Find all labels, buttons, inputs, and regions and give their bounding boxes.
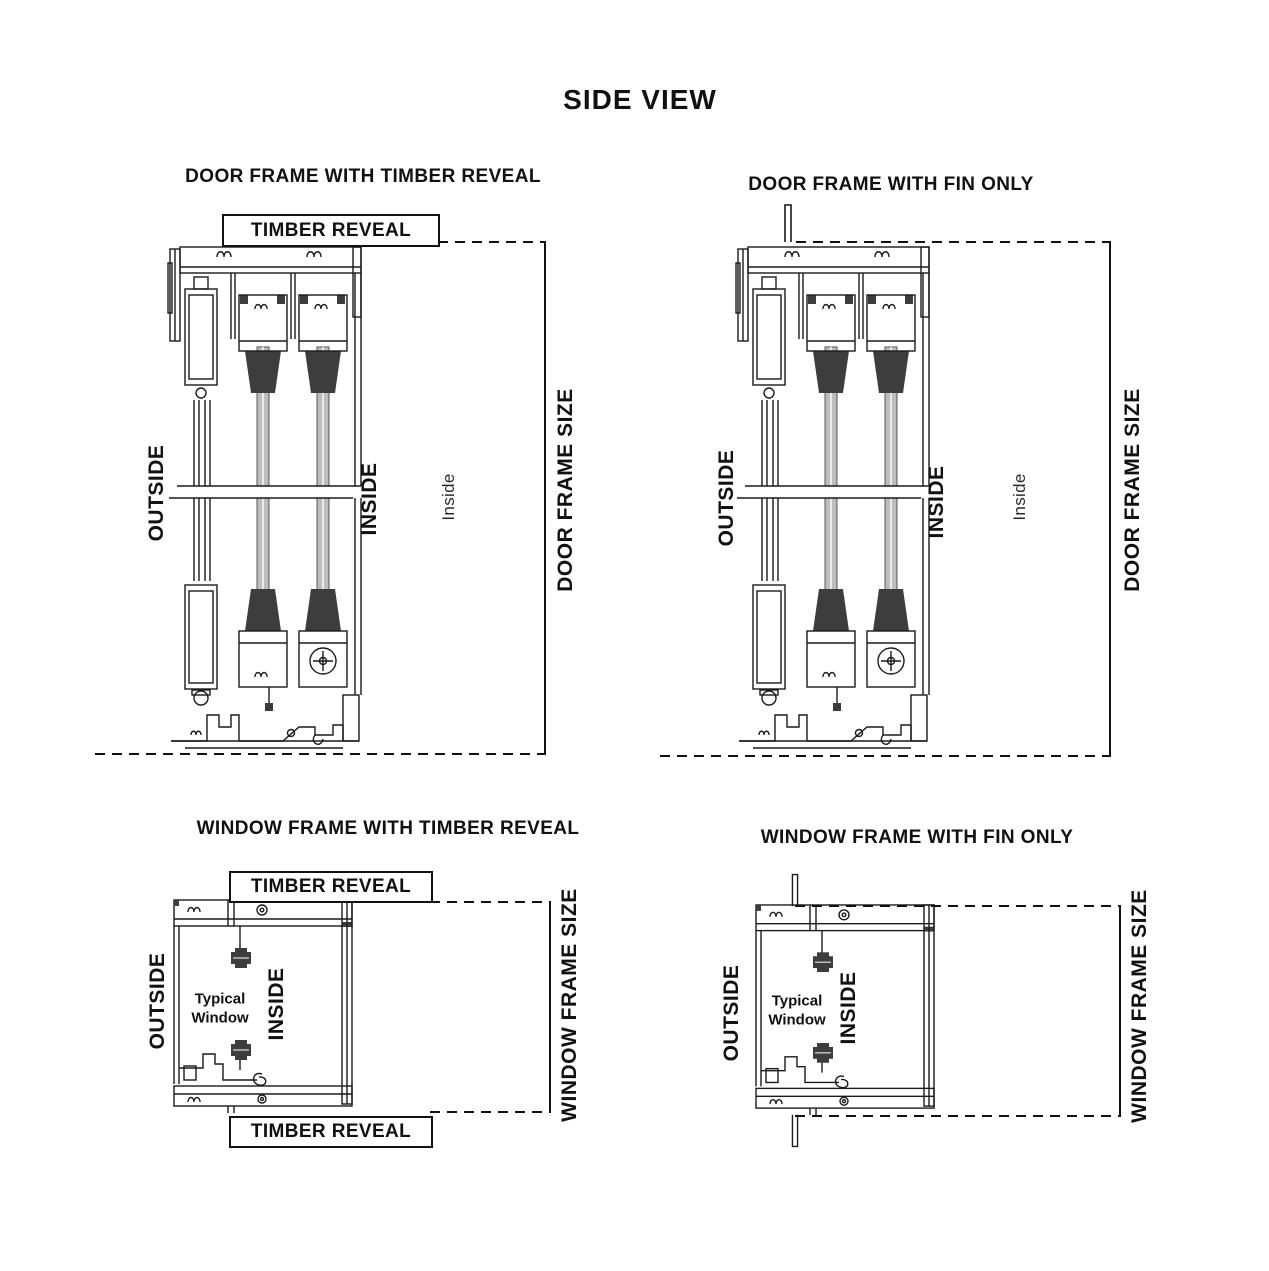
window-fin-flange-bottom bbox=[788, 1113, 802, 1149]
door-timber-reveal-box bbox=[222, 214, 440, 247]
door-fin-title: DOOR FRAME WITH FIN ONLY bbox=[748, 174, 1034, 195]
dimension-line bbox=[1119, 905, 1121, 1117]
dimension-line bbox=[95, 753, 546, 755]
outside-label: OUTSIDE bbox=[145, 444, 168, 542]
dimension-line bbox=[795, 1115, 1121, 1117]
door-timber-drawing bbox=[165, 243, 365, 758]
inside-label: INSIDE bbox=[265, 967, 288, 1041]
inside-label: INSIDE bbox=[837, 971, 860, 1045]
dimension-line bbox=[795, 905, 1121, 907]
dimension-line bbox=[430, 901, 551, 903]
inside-note: Inside bbox=[1010, 473, 1029, 521]
outside-label: OUTSIDE bbox=[146, 952, 169, 1050]
dimension-line bbox=[438, 241, 545, 243]
inside-note: Inside bbox=[439, 473, 458, 521]
door-fin-flange bbox=[781, 202, 795, 244]
inside-label: INSIDE bbox=[925, 465, 948, 539]
window-timber-reveal-box-bottom bbox=[229, 1116, 433, 1148]
door-frame-size-label: DOOR FRAME SIZE bbox=[1121, 388, 1144, 592]
window-timber-reveal-box-top bbox=[229, 871, 433, 903]
door-fin-drawing bbox=[733, 243, 933, 758]
door-timber-title: DOOR FRAME WITH TIMBER REVEAL bbox=[185, 166, 541, 187]
door-frame-size-label: DOOR FRAME SIZE bbox=[554, 388, 577, 592]
window-fin-title: WINDOW FRAME WITH FIN ONLY bbox=[760, 827, 1074, 848]
page-title: SIDE VIEW bbox=[563, 84, 717, 115]
outside-label: OUTSIDE bbox=[720, 964, 743, 1062]
dimension-line bbox=[430, 1111, 551, 1113]
dimension-line bbox=[544, 241, 546, 755]
timber-reveal-label: TIMBER REVEAL bbox=[250, 876, 412, 897]
typical-window-note: Typical Window bbox=[768, 992, 826, 1028]
typical-window-note: Typical Window bbox=[191, 990, 249, 1026]
timber-reveal-label: TIMBER REVEAL bbox=[250, 219, 412, 241]
window-frame-size-label: WINDOW FRAME SIZE bbox=[1128, 889, 1151, 1123]
timber-reveal-label: TIMBER REVEAL bbox=[250, 1121, 412, 1142]
dimension-line bbox=[796, 241, 1110, 243]
dimension-line bbox=[549, 901, 551, 1113]
dimension-line bbox=[660, 755, 1111, 757]
inside-label: INSIDE bbox=[358, 462, 381, 536]
outside-label: OUTSIDE bbox=[715, 449, 738, 547]
window-frame-size-label: WINDOW FRAME SIZE bbox=[558, 888, 581, 1122]
dimension-line bbox=[1109, 241, 1111, 757]
window-timber-title: WINDOW FRAME WITH TIMBER REVEAL bbox=[196, 818, 580, 839]
